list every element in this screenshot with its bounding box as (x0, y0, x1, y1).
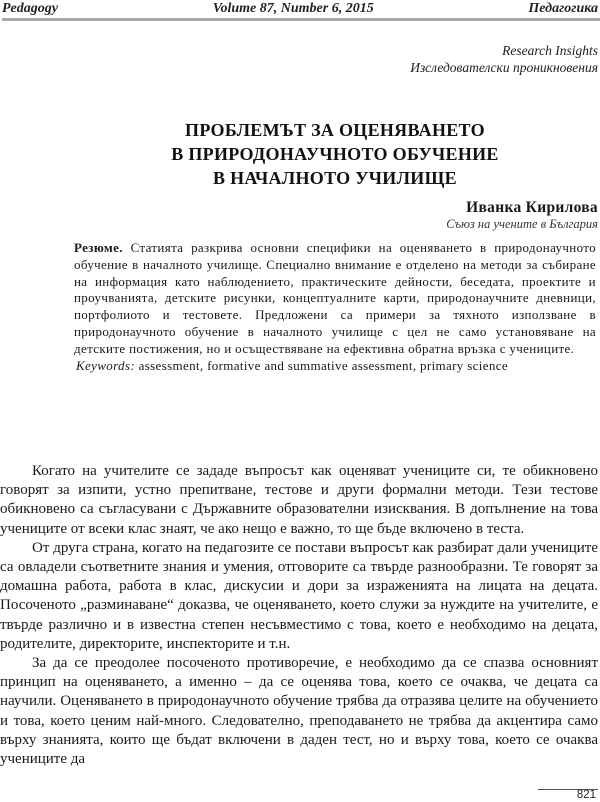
journal-title-en: Pedagogy (2, 1, 58, 16)
author-affiliation: Съюз на учените в България (446, 217, 598, 231)
body-paragraph: За да се преодолее посоченото противоречие, е необходимо да се спазва основният принцип на оценяването, а именно – да се оценява това, което се очаква, че децата са научили. Оценяването в природонаучното обучение трябва да отразява целите на обучението и това, което ценим най-много. Следователно, преподаването не трябва да акцентира само върху знанията, които ще бъдат включени в даден тест, но и върху това, което се очаква учениците да (0, 655, 598, 768)
title-line: В ПРИРОДОНАУЧНОТО ОБУЧЕНИЕ (171, 144, 499, 164)
section-rubric (410, 42, 598, 76)
rubric-bg: Изследователски проникновения (410, 60, 598, 75)
header-divider (2, 18, 600, 21)
body-paragraph: Когато на учителите се зададе въпросът как оценяват учениците си, те обикновено говорят за изпити, устно препитване, тестове и други формални методи. Тези тестове обикновено са съгласувани с Държавните образователни изисквания. В допълнение на това учениците от всеки клас знаят, че ако нещо е важно, то ще бъде включено в теста. (0, 463, 598, 537)
abstract-text: Статията разкрива основни специфики на оценяването в природонаучното обучение в началното училище. Специално внимание е отделено на методи за събиране на информация като наблюдението, практическите дейности, беседата, проектите и проучванията, детските рисунки, концептуалните карти, природонаучните дневници, портфолиото и тестовете. Предложени са примери за тяхното използване в природонаучното обучение в началното училище с цел не само установяване на детските постижения, но и осъществяване на ефективна обратна връзка с учениците. (74, 240, 596, 356)
rubric-en: Research Insights (502, 43, 598, 58)
body-paragraph: От друга страна, когато на педагозите се постави въпросът как разбират дали учениците са овладели съответните знания и умения, отговорите са твърде разнообразни. Те говорят за домашна работа, работа в клас, дискусии и дори за израженията на лицата на децата. Посоченото „разминаване“ доказва, че оценяването, което служи за нуждите на учителите, е твърде различно и в известна степен несъвместимо с това, което е необходимо на децата, родителите, директорите, инспекторите и т.н. (0, 539, 598, 652)
keywords-label: Keywords: (76, 357, 135, 373)
keywords-line (74, 358, 596, 375)
article-title (0, 118, 600, 190)
abstract (74, 240, 596, 374)
issue-info: Volume 87, Number 6, 2015 (212, 1, 374, 16)
title-line: ПРОБЛЕМЪТ ЗА ОЦЕНЯВАНЕТО (185, 120, 485, 140)
author-name: Иванка Кирилова (466, 199, 598, 216)
abstract-paragraph (74, 240, 596, 358)
keywords-text: assessment, formative and summative assessment, primary science (138, 357, 508, 373)
article-body (0, 462, 598, 769)
page-number: 821 (576, 789, 596, 801)
running-header (2, 0, 598, 17)
journal-title-bg: Педагогика (528, 1, 598, 16)
title-line: В НАЧАЛНОТО УЧИЛИЩЕ (213, 168, 457, 188)
author-block (446, 199, 598, 232)
abstract-label: Резюме. (74, 240, 123, 255)
